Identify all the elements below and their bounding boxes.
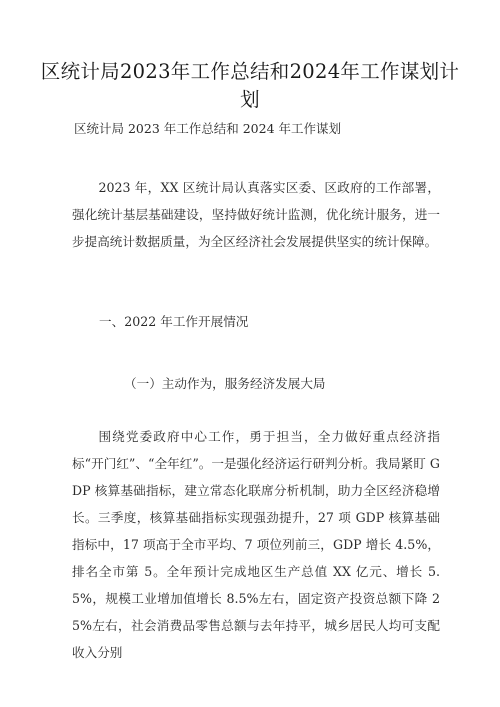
subsection-heading: （一）主动作为，服务经济发展大局	[124, 376, 326, 391]
body-paragraph: 围绕党委政府中心工作，勇于担当，全力做好重点经济指标“开门红”、“全年红”。一是强化经济运行研判分析。我局紧盯 GDP 核算基础指标，建立常态化联席分析机制，助力全区经济稳增长。三季度，核算基础指标实现强劲提升，27 项 GDP 核算基础指标中，17 项高于全市平均、7 项位列前三，GDP 增长 4.5%，排名全市第 5。全年预计完成地区生产总值 XX 亿元、增长 5.5%，规模工业增加值增长 8.5%左右，固定资产投资总额下降 25%左右，社会消费品零售总额与去年持平，城乡居民人均可支配收入分别	[72, 429, 440, 660]
document-title: 区统计局2023年工作总结和2024年工作谋划计划	[40, 60, 460, 111]
section-heading: 一、2022 年工作开展情况	[99, 314, 249, 329]
document-subtitle: 区统计局 2023 年工作总结和 2024 年工作谋划	[74, 121, 342, 136]
intro-paragraph: 2023 年，XX 区统计局认真落实区委、区政府的工作部署，强化统计基层基础建设，坚持做好统计监测，优化统计服务，进一步提高统计数据质量，为全区经济社会发展提供坚实的统计保障。	[72, 180, 440, 249]
